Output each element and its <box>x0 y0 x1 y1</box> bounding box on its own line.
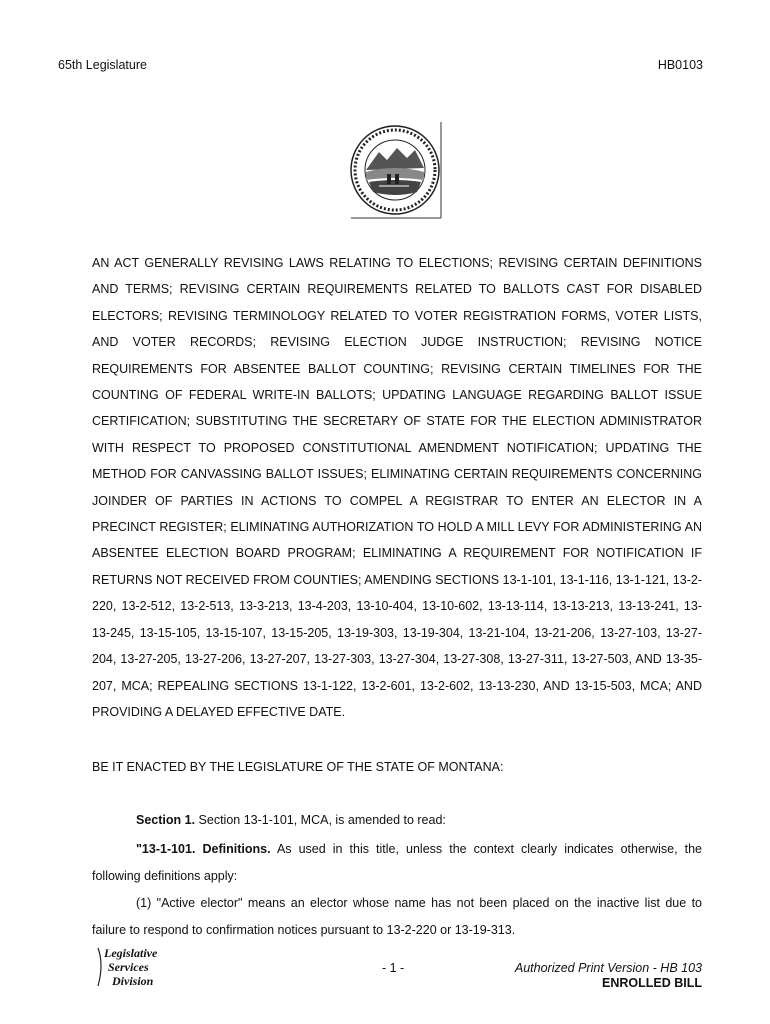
section-text: Section 13-1-101, MCA, is amended to read: <box>198 813 446 827</box>
header-bill-number: HB0103 <box>657 58 703 72</box>
definition-1-paragraph: (1) "Active elector" means an elector whose name has not been placed on the inactive list due to failure to respond to confirmation notices pursuant to 13-2-220 or 13-19-313. <box>92 896 702 937</box>
legislative-services-division-logo <box>94 944 184 990</box>
act-title: AN ACT GENERALLY REVISING LAWS RELATING TO ELECTIONS; REVISING CERTAIN DEFINITIONS AND TERMS; REVISING CERTAIN REQUIREMENTS RELATED TO BALLOTS CAST FOR DISABLED ELECTORS; REVISING TERMINOLOGY RELATED TO VOTER REGISTRATION FORMS, VOTER LISTS, AND VOTER RECORDS; REVISING ELECTION JUDGE INSTRUCTION; REVISING NOTICE REQUIREMENTS FOR ABSENTEE BALLOT COUNTING; REVISING CERTAIN TIMELINES FOR THE COUNTING OF FEDERAL WRITE-IN BALLOTS; UPDATING LANGUAGE REGARDING BALLOT ISSUE CERTIFICATION; SUBSTITUTING THE SECRETARY OF STATE FOR THE ELECTION ADMINISTRATOR WITH RESPECT TO PROPOSED CONSTITUTIONAL AMENDMENT NOTIFICATION; UPDATING THE METHOD FOR CANVASSING BALLOT ISSUES; ELIMINATING CERTAIN REQUIREMENTS CONCERNING JOINDER OF PARTIES IN ACTIONS TO COMPEL A REGISTRAR TO ENTER AN ELECTOR IN A PRECINCT REGISTER; ELIMINATING AUTHORIZATION TO HOLD A MILL LEVY FOR ADMINISTERING AN ABSENTEE ELECTION BOARD PROGRAM; ELIMINATING A REQUIREMENT FOR NOTIFICATION IF RETURNS NOT RECEIVED FROM COUNTIES; AMENDING SECTIONS 13-1-101, 13-1-116, 13-1-121, 13-2-220, 13-2-512, 13-2-513, 13-3-213, 13-4-203, 13-10-404, 13-10-602, 13-13-114, 13-13-213, 13-13-241, 13-13-245, 13-15-105, 13-15-107, 13-15-205, 13-19-303, 13-19-304, 13-21-104, 13-21-206, 13-27-103, 13-27-204, 13-27-205, 13-27-206, 13-27-207, 13-27-303, 13-27-304, 13-27-308, 13-27-311, 13-27-503, AND 13-35-207, MCA; REPEALING SECTIONS 13-1-122, 13-2-601, 13-2-602, 13-13-230, AND 13-15-503, MCA; AND PROVIDING A DELAYED EFFECTIVE DATE. <box>92 256 702 719</box>
header-legislature: 65th Legislature <box>58 58 147 72</box>
montana-state-seal-icon <box>349 120 443 220</box>
section-label: Section 1. <box>136 813 196 827</box>
definitions-text: As used in this title, unless the context clearly indicates otherwise, the following definitions apply: <box>92 842 702 883</box>
section-1-intro <box>136 813 446 827</box>
enrolled-bill-label: ENROLLED BILL <box>602 976 702 990</box>
logo-text-division: Division <box>112 974 154 988</box>
print-version-label: Authorized Print Version - HB 103 <box>514 961 702 975</box>
page-number: - 1 - <box>382 961 405 975</box>
enacting-clause: BE IT ENACTED BY THE LEGISLATURE OF THE STATE OF MONTANA: <box>92 760 504 774</box>
definitions-heading: "13-1-101. Definitions. <box>136 842 271 856</box>
logo-text-legislative: Legislative <box>104 946 158 960</box>
definitions-paragraph <box>92 836 702 890</box>
logo-text-services: Services <box>108 960 149 974</box>
